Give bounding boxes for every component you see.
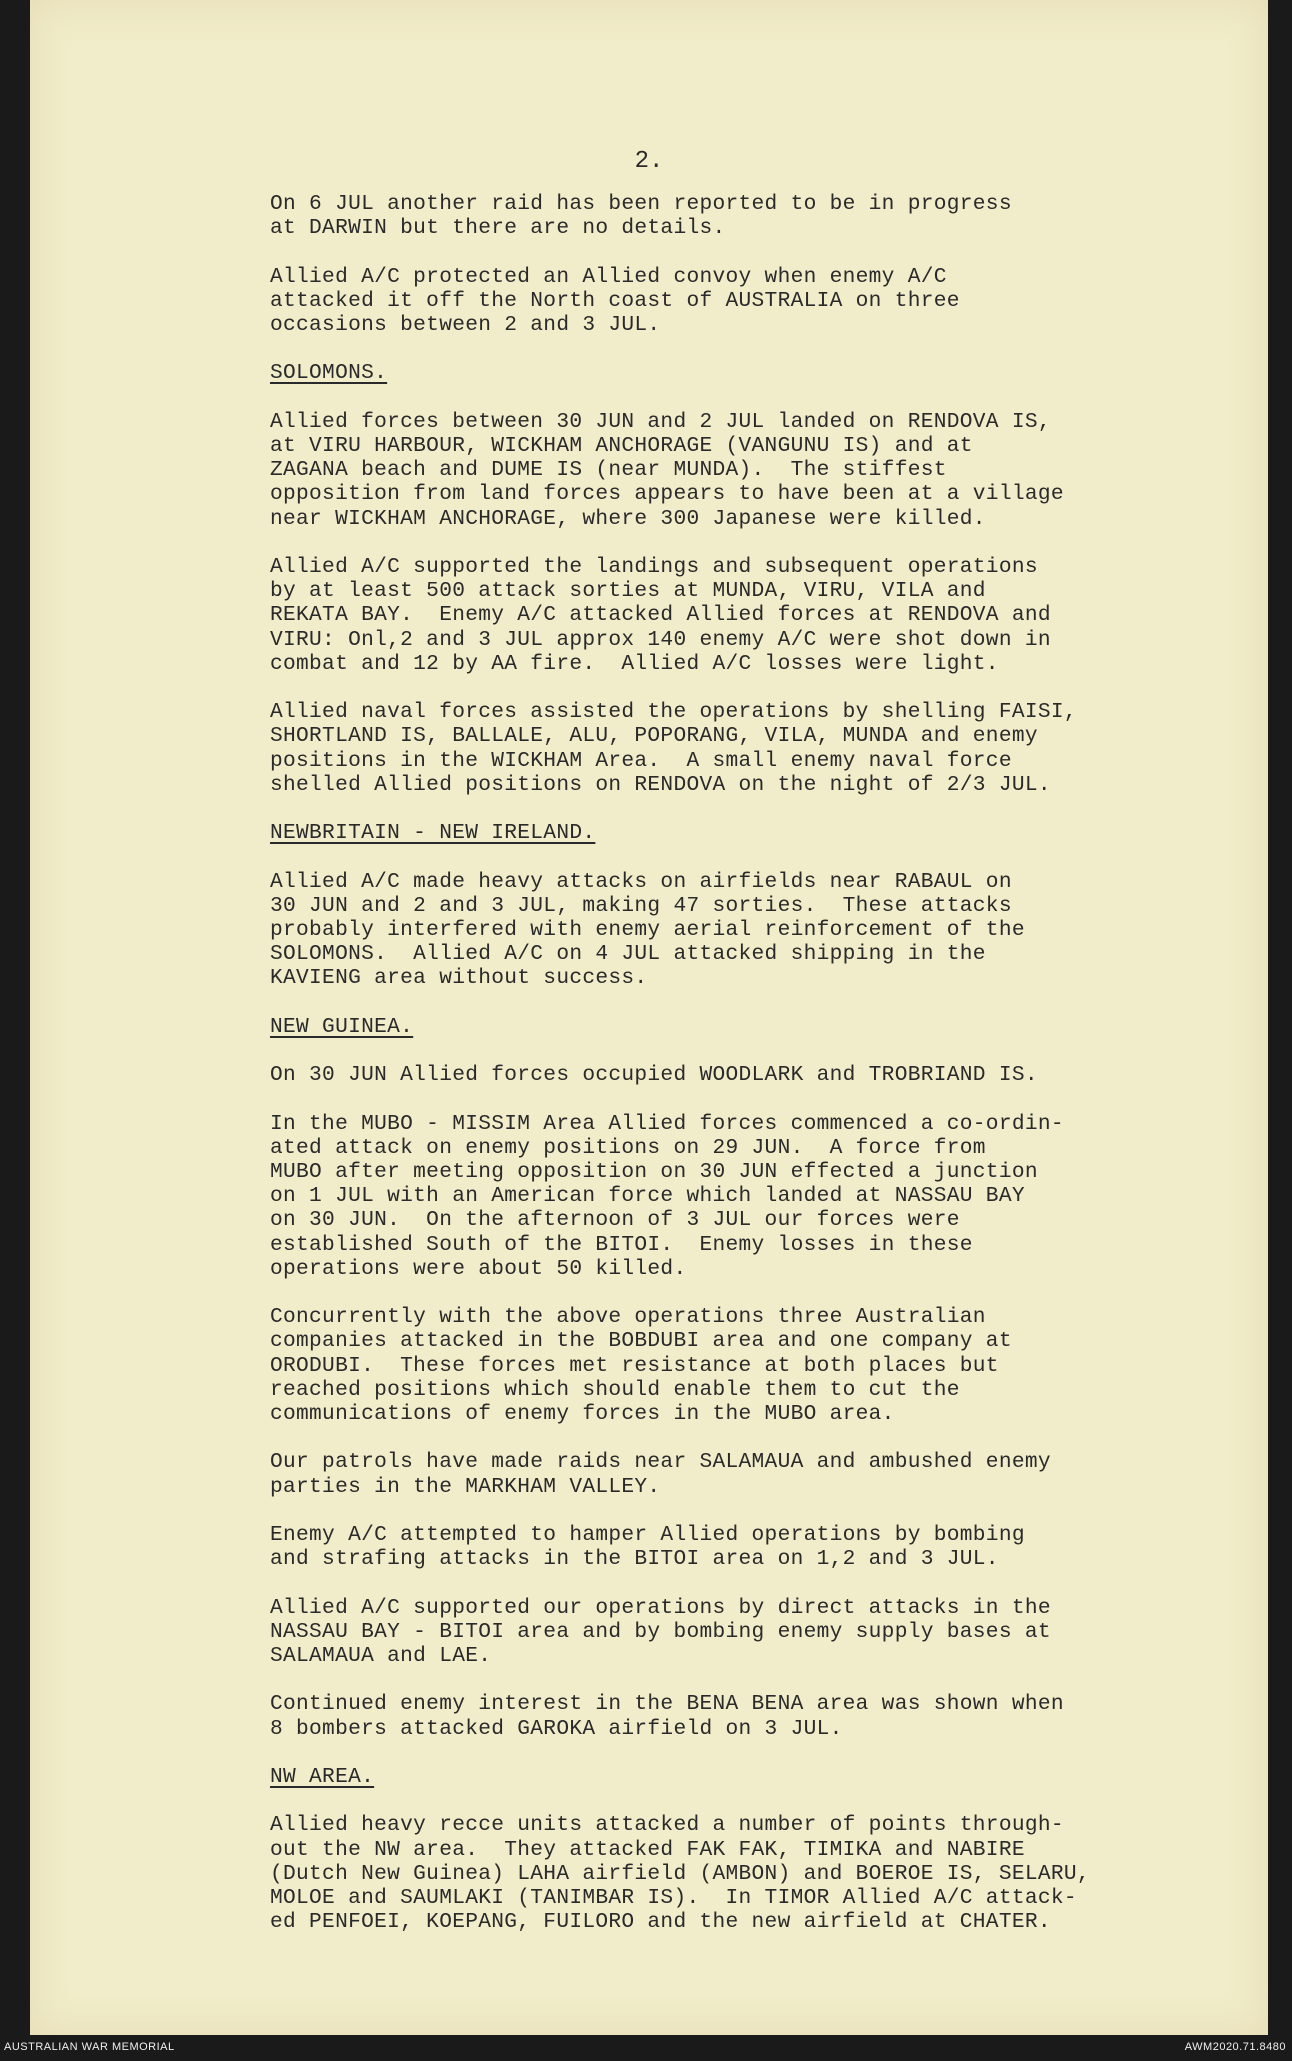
document-body (270, 192, 1190, 1934)
paragraph-gap (270, 1499, 1190, 1523)
paragraph-gap (270, 1426, 1190, 1450)
paragraph: Allied A/C supported the landings and subsequent operations by at least 500 attack sorties at MUNDA, VIRU, VILA and REKATA BAY. Enemy A/C attacked Allied forces at RENDOVA and VIRU: Onl,2 and 3 JUL approx 140 enemy A/C were shot down in combat and 12 by AA fire. Allied A/C losses were light. (270, 554, 1051, 676)
paragraph-gap (270, 1571, 1190, 1595)
paragraph-gap (270, 531, 1190, 555)
paragraph: Allied forces between 30 JUN and 2 JUL landed on RENDOVA IS, at VIRU HARBOUR, WICKHAM ANCHORAGE (VANGUNU IS) and at ZAGANA beach and DUME IS (near MUNDA). The stiffest opposition from land forces appears to have been at a village near WICKHAM ANCHORAGE, where 300 Japanese were killed. (270, 409, 1064, 531)
paragraph: Allied A/C supported our operations by direct attacks in the NASSAU BAY - BITOI area and by bombing enemy supply bases at SALAMAUA and LAE. (270, 1595, 1051, 1668)
footer-accession-number: AWM2020.71.8480 (1184, 2041, 1286, 2053)
paragraph: On 6 JUL another raid has been reported to be in progress at DARWIN but there are no details. (270, 192, 1012, 241)
paragraph: Allied A/C protected an Allied convoy when enemy A/C attacked it off the North coast of AUSTRALIA on three occasions between 2 and 3 JUL. (270, 264, 960, 337)
section-heading: NEWBRITAIN - NEW IRELAND. (270, 821, 596, 846)
paragraph-gap (270, 240, 1190, 264)
section-heading: SOLOMONS. (270, 361, 388, 386)
footer-archive-name: AUSTRALIAN WAR MEMORIAL (4, 2041, 175, 2053)
paragraph-gap (270, 1281, 1190, 1305)
paragraph: Allied naval forces assisted the operations by shelling FAISI, SHORTLAND IS, BALLALE, ALU, POPORANG, VILA, MUNDA and enemy positions in the WICKHAM Area. A small enemy naval force shelled Allied positions on RENDOVA on the night of 2/3 JUL. (270, 700, 1077, 797)
paragraph: Allied heavy recce units attacked a number of points through- out the NW area. They attacked FAK FAK, TIMIKA and NABIRE (Dutch New Guinea) LAHA airfield (AMBON) and BOEROE IS, SELARU, MOLOE and SAUMLAKI (TANIMBAR IS). In TIMOR Allied A/C attack- ed PENFOEI, KOEPANG, FUILORO and the new airfield at CHATER. (270, 1813, 1090, 1935)
paragraph: Our patrols have made raids near SALAMAUA and ambushed enemy parties in the MARKHAM VALLEY. (270, 1450, 1051, 1499)
paragraph-gap (270, 797, 1190, 821)
page-number: 2. (634, 148, 664, 175)
section-heading: NEW GUINEA. (270, 1014, 414, 1039)
paragraph: Continued enemy interest in the BENA BENA area was shown when 8 bombers attacked GAROKA airfield on 3 JUL. (270, 1692, 1064, 1741)
paragraph-gap (270, 845, 1190, 869)
paragraph-gap (270, 337, 1190, 361)
paragraph: Allied A/C made heavy attacks on airfields near RABAUL on 30 JUN and 2 and 3 JUL, making 47 sorties. These attacks probably interfered with enemy aerial reinforcement of the SOLOMONS. Allied A/C on 4 JUL attacked shipping in the KAVIENG area without success. (270, 869, 1025, 991)
document-page (30, 0, 1268, 2035)
paragraph: Enemy A/C attempted to hamper Allied operations by bombing and strafing attacks in the BITOI area on 1,2 and 3 JUL. (270, 1522, 1025, 1572)
paragraph-gap (270, 1087, 1190, 1111)
paragraph-gap (270, 1789, 1190, 1813)
paragraph: On 30 JUN Allied forces occupied WOODLARK and TROBRIAND IS. (270, 1063, 1038, 1088)
paragraph-gap (270, 991, 1190, 1015)
paragraph-gap (270, 1039, 1190, 1063)
section-heading: NW AREA. (270, 1764, 375, 1789)
paragraph-gap (270, 676, 1190, 700)
paragraph-gap (270, 1741, 1190, 1765)
paragraph: Concurrently with the above operations three Australian companies attacked in the BOBDUBI area and one company at ORODUBI. These forces met resistance at both places but reached positions which should enable them to cut the communications of enemy forces in the MUBO area. (270, 1305, 1012, 1426)
paragraph-gap (270, 386, 1190, 410)
paragraph: In the MUBO - MISSIM Area Allied forces commenced a co-ordin- ated attack on enemy positions on 29 JUN. A force from MUBO after meeting opposition on 30 JUN effected a junction on 1 JUL with an American force which landed at NASSAU BAY on 30 JUN. On the afternoon of 3 JUL our forces were established South of the BITOI. Enemy losses in these operations were about 50 killed. (270, 1111, 1064, 1281)
paragraph-gap (270, 1668, 1190, 1692)
